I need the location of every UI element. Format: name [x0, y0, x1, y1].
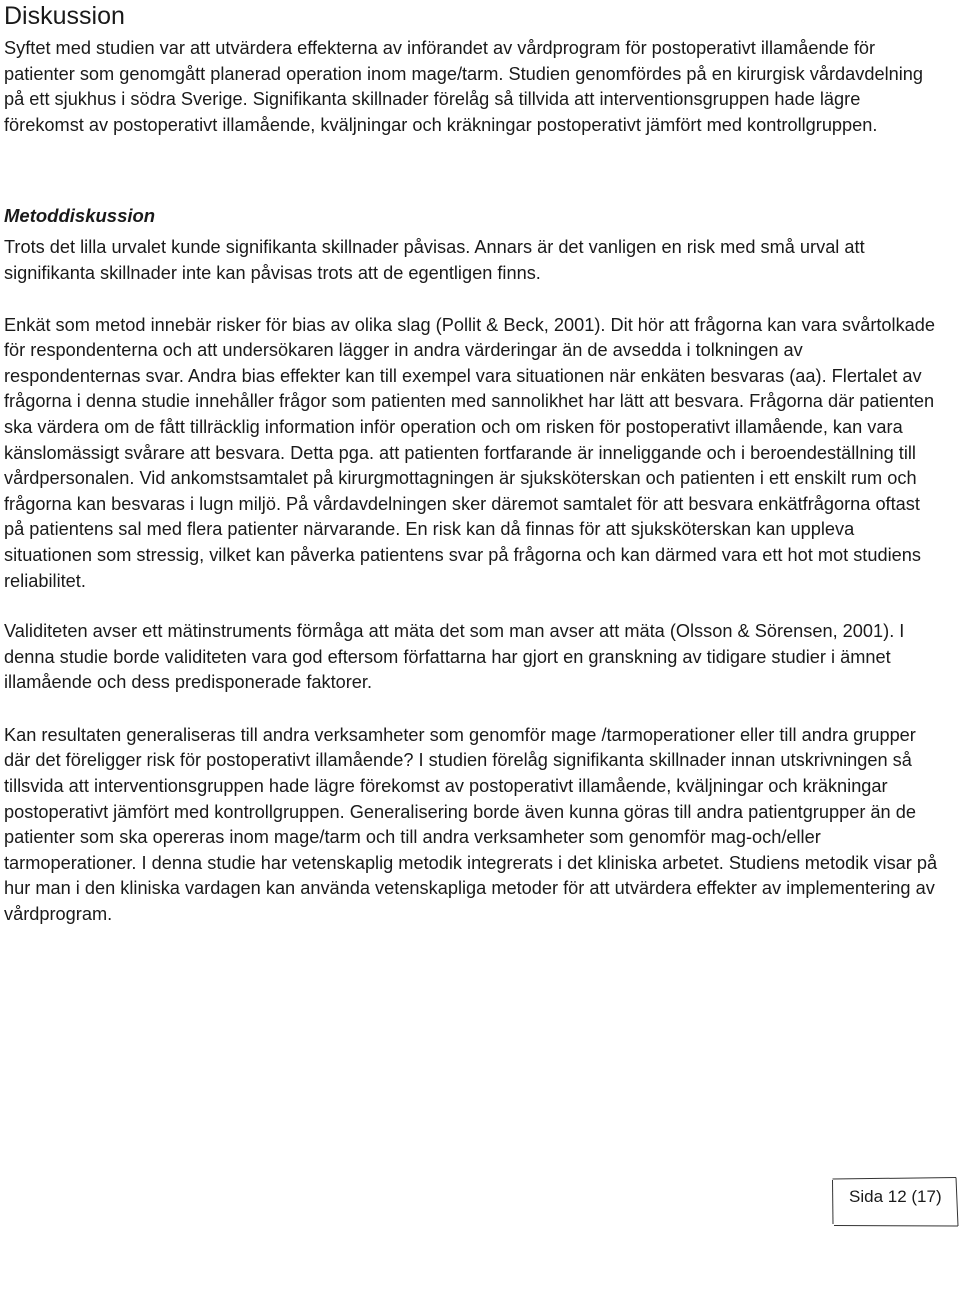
- document-page: [4, 0, 944, 928]
- paragraph-sample-size: Trots det lilla urvalet kunde signifikanta skillnader påvisas. Annars är det vanligen en risk med små urval att signifikanta skillnader inte kan påvisas trots att de egentligen finns.: [4, 237, 865, 283]
- intro-paragraph: Syftet med studien var att utvärdera effekterna av införandet av vårdprogram för postoperativt illamående för patienter som genomgått planerad operation inom mage/tarm. Studien genomfördes på en kirurgisk vårdavdelning på ett sjukhus i södra Sverige. Signifikanta skillnader förelåg så tillvida att interventionsgruppen hade lägre förekomst av postoperativt illamående, kväljningar och kräkningar postoperativt jämfört med kontrollgruppen.: [4, 38, 924, 135]
- section-heading: Diskussion: [4, 2, 125, 30]
- paragraph-survey-bias: Enkät som metod innebär risker för bias av olika slag (Pollit & Beck, 2001). Dit hör att frågorna kan vara svårtolkade för respondenterna och att undersökaren lägger in andra värderingar än de avsedda i tolkningen av respondenternas svar. Andra bias effekter kan till exempel vara situationen när enkäten besvaras (aa). Flertalet av frågorna i denna studie innehåller frågor som patienten med sannolikhet har lätt att besvara. Frågorna där patienten ska värdera om de fått tillräcklig information inför operation och om risken för postoperativt illamående, kan vara känslomässigt svårare att besvara. Detta pga. att patienten fortfarande är inneliggande och i beroendeställning till vårdpersonalen. Vid ankomstsamtalet på kirurgmottagningen är sjuksköterskan och patienten i ett enskilt rum och frågorna kan besvaras i lugn miljö. På vårdavdelningen sker däremot samtalet för att besvara enkätfrågorna oftast på patientens sal med flera patienter närvarande. En risk kan då finnas för att sjuksköterskan kan uppleva situationen som stressig, vilket kan påverka patientens svar på frågorna och kan därmed vara ett hot mot studiens reliabilitet.: [4, 314, 936, 591]
- page-number: Sida 12 (17): [849, 1187, 942, 1206]
- subsection-heading: Metoddiskussion: [4, 205, 156, 227]
- page-number-box: [832, 1176, 960, 1228]
- paragraph-generalization: Kan resultaten generaliseras till andra verksamheter som genomför mage /tarmoperationer eller till andra grupper där det föreligger risk för postoperativt illamående? I studien förelåg signifikanta skillnader innan utskrivningen så tillsvida att interventionsgruppen hade lägre förekomst av postoperativt illamående, kväljningar och kräkningar postoperativt jämfört med kontrollgruppen. Generalisering borde även kunna göras till andra patientgrupper än de patienter som ska opereras inom mage/tarm och till andra verksamheter som genomför mag-och/eller tarmoperationer. I denna studie har vetenskaplig metodik integrerats i det kliniska arbetet. Studiens metodik visar på hur man i den kliniska vardagen kan använda vetenskapliga metoder för att utvärdera effekter av implementering av vårdprogram.: [4, 724, 938, 925]
- paragraph-validity: Validiteten avser ett mätinstruments förmåga att mäta det som man avser att mäta (Olsson & Sörensen, 2001). I denna studie borde validiteten vara god eftersom författarna har gjort en granskning av tidigare studier i ämnet illamående och dess predisponerade faktorer.: [4, 621, 905, 693]
